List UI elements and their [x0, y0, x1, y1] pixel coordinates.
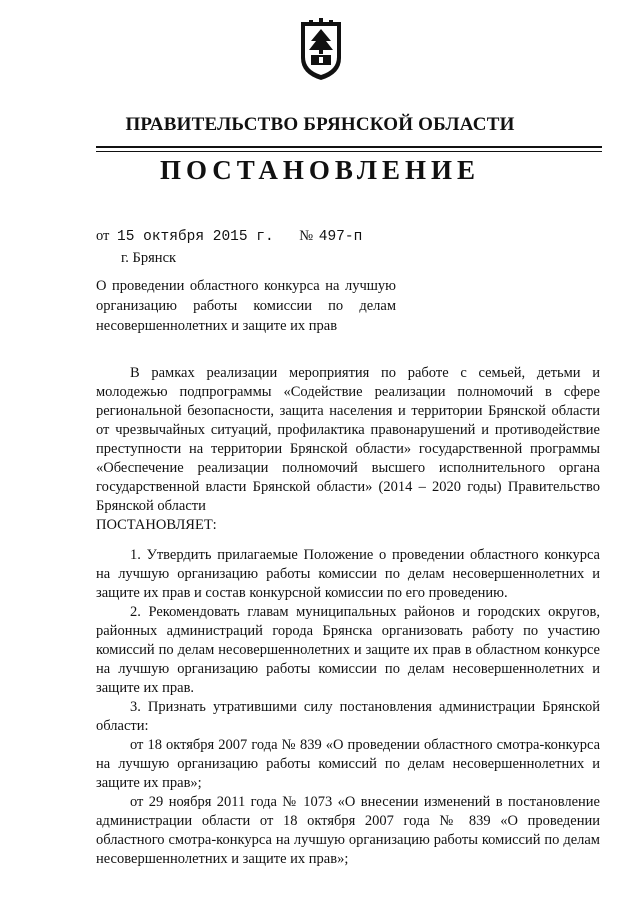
document-number: 497-п	[318, 229, 363, 245]
body-item: 1. Утвердить прилагаемые Положение о проведении областного конкурса на лучшую организацию работы комиссии по делам несовершеннолетних и защите их прав и состав конкурсной комиссии по его проведению.	[96, 547, 600, 601]
subject-line: организацию работы комиссии по делам	[96, 298, 396, 314]
body-item: 3. Признать утратившими силу постановления администрации Брянской области:	[96, 699, 600, 734]
header-rule-thick	[96, 146, 602, 148]
document-city: г. Брянск	[121, 250, 177, 266]
subject-line: О проведении областного конкурса на лучшую	[96, 278, 396, 294]
preamble-paragraph: В рамках реализации мероприятия по работе с семьей, детьми и молодежью подпрограммы «Содействие реализации полномочий в сфере региональной безопасности, защита населения и территории Брянской области от чрезвычайных ситуаций, профилактика правонарушений и противодействие преступности на территории Брянской области» государственной программы «Обеспечение реализации полномочий высшего исполнительного органа государственной власти Брянской области» (2014 – 2020 годы) Правительство Брянской области	[96, 365, 600, 514]
document-type-title: ПОСТАНОВЛЕНИЕ	[159, 155, 481, 185]
coat-of-arms-icon	[297, 18, 345, 82]
number-label: №	[299, 228, 314, 244]
subject-line: несовершеннолетних и защите их прав	[96, 318, 338, 334]
document-date: 15 октября 2015 г.	[117, 229, 274, 245]
organization-title: ПРАВИТЕЛЬСТВО БРЯНСКОЙ ОБЛАСТИ	[125, 114, 515, 135]
body-item: 2. Рекомендовать главам муниципальных районов и городских округов, районных администраций города Брянска организовать работу по участию комиссий по делам несовершеннолетних и защите их прав в областном конкурсе на лучшую организацию работы комиссии по делам несовершеннолетних и защите их прав.	[96, 604, 600, 696]
body-item: от 29 ноября 2011 года № 1073 «О внесении изменений в постановление администрации области от 18 октября 2007 года № 839 «О проведении областного смотра-конкурса на лучшую организацию работы комиссий по делам несовершеннолетних и защите их прав»;	[96, 794, 600, 867]
header-rule-thin	[96, 151, 602, 152]
body-item: от 18 октября 2007 года № 839 «О проведении областного смотра-конкурса на лучшую организацию работы комиссий по делам несовершеннолетних и защите их прав»;	[96, 737, 600, 791]
from-label: от	[96, 228, 110, 244]
document-body	[96, 364, 600, 869]
document-subject	[96, 276, 396, 336]
resolves-heading: ПОСТАНОВЛЯЕТ:	[96, 517, 217, 533]
date-number-line	[96, 228, 362, 245]
